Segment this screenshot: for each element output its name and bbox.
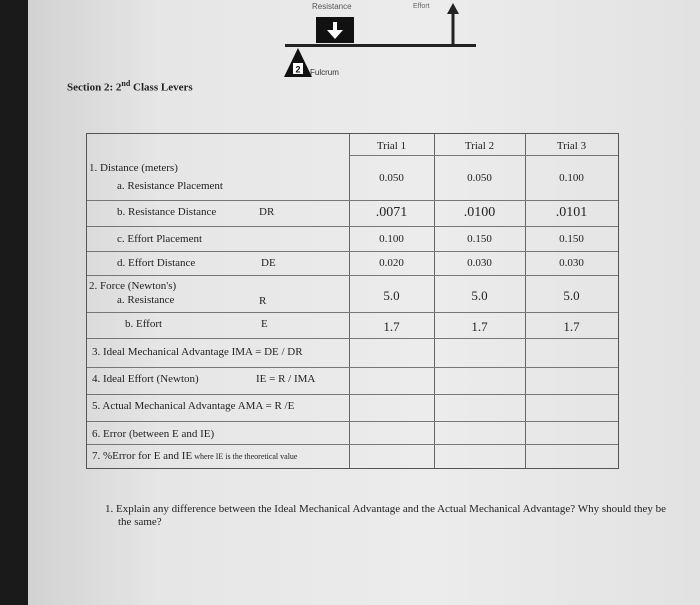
cell-value: .0101 xyxy=(555,205,588,220)
cell-value: .0071 xyxy=(375,205,408,220)
label-resistance-placement: a. Resistance Placement xyxy=(117,180,223,192)
resistance-label: Resistance xyxy=(312,2,352,11)
table-rule xyxy=(87,421,618,422)
table-rule xyxy=(349,155,618,156)
label-ama: 5. Actual Mechanical Advantage AMA = R /E xyxy=(92,400,295,412)
lever-bar xyxy=(285,44,476,47)
section-suffix: Class Levers xyxy=(130,81,193,94)
cell-value: 0.020 xyxy=(379,257,404,269)
label-ideal-effort: 4. Ideal Effort (Newton) xyxy=(92,373,199,385)
table-rule xyxy=(87,394,618,395)
dr-symbol: DR xyxy=(259,206,275,218)
r-symbol: R xyxy=(259,295,267,307)
table-rule xyxy=(87,275,618,276)
cell-value: 0.030 xyxy=(467,257,492,269)
data-table xyxy=(86,133,619,469)
cell-value: 1.7 xyxy=(471,319,488,334)
cell-value: 0.030 xyxy=(559,257,584,269)
fulcrum-label: Fulcrum xyxy=(310,68,339,77)
pct-error-text: 7. %Error for E and IE xyxy=(92,450,193,462)
label-effort-distance: d. Effort Distance xyxy=(117,257,196,269)
down-arrow-icon xyxy=(316,17,354,43)
cell-value: 1.7 xyxy=(563,319,580,334)
section-prefix: Section 2: 2 xyxy=(67,81,122,94)
fulcrum-icon xyxy=(283,48,313,80)
cell-value: 0.150 xyxy=(467,233,492,245)
cell-value: 0.100 xyxy=(379,233,404,245)
cell-value: 1.7 xyxy=(383,319,400,334)
header-trial-2: Trial 2 xyxy=(464,140,495,152)
ideal-effort-formula: IE = R / IMA xyxy=(256,373,316,385)
cell-value: 0.100 xyxy=(559,172,584,184)
cell-value: .0100 xyxy=(463,205,496,220)
up-arrow-icon xyxy=(445,2,461,46)
label-distance: 1. Distance (meters) xyxy=(89,162,178,174)
section-title xyxy=(67,79,193,94)
de-symbol: DE xyxy=(261,257,276,269)
table-rule xyxy=(87,338,618,339)
cell-value: 5.0 xyxy=(563,288,580,303)
table-rule xyxy=(87,444,618,445)
table-rule xyxy=(87,312,618,313)
header-trial-1: Trial 1 xyxy=(376,140,407,152)
cell-value: 0.050 xyxy=(379,172,404,184)
fulcrum-number: 2 xyxy=(295,64,301,75)
cell-value: 0.050 xyxy=(467,172,492,184)
table-rule xyxy=(87,367,618,368)
e-symbol: E xyxy=(261,318,268,330)
label-force: 2. Force (Newton's) xyxy=(89,280,177,292)
header-trial-3: Trial 3 xyxy=(556,140,587,152)
label-force-resistance: a. Resistance xyxy=(117,294,175,306)
label-ima: 3. Ideal Mechanical Advantage IMA = DE / DR xyxy=(92,346,303,358)
label-error: 6. Error (between E and IE) xyxy=(92,428,215,440)
resistance-weight xyxy=(316,17,354,43)
pct-error-note: where IE is the theoretical value xyxy=(192,452,298,461)
cell-value: 0.150 xyxy=(559,233,584,245)
table-rule xyxy=(87,226,618,227)
effort-label: Effort xyxy=(413,3,430,10)
label-force-effort: b. Effort xyxy=(125,318,163,330)
cell-value: 5.0 xyxy=(471,288,488,303)
label-effort-placement: c. Effort Placement xyxy=(117,233,203,245)
label-resistance-distance: b. Resistance Distance xyxy=(117,206,217,218)
cell-value: 5.0 xyxy=(383,288,400,303)
table-rule xyxy=(87,200,618,201)
question-1: 1. Explain any difference between the Ideal Mechanical Advantage and the Actual Mechanical Advantage? Why should they be the same? xyxy=(105,503,666,528)
table-rule xyxy=(87,251,618,252)
section-superscript: nd xyxy=(121,79,131,88)
label-pct-error xyxy=(92,450,297,462)
